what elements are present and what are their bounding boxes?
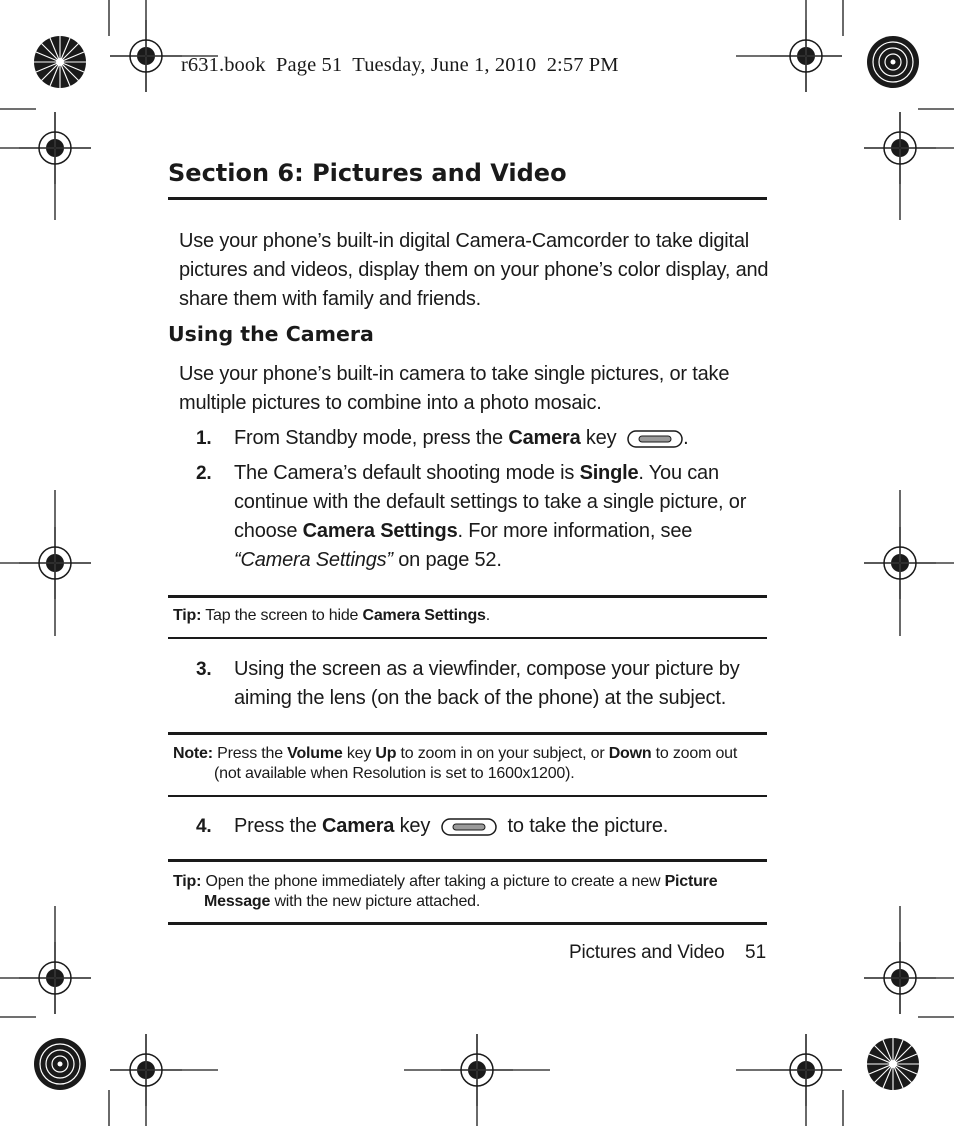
tip-bold: Message [204,893,271,910]
step-text-part: . For more information, see [457,520,693,542]
step-text-part: key [580,427,617,449]
note-text: Press the [212,745,288,762]
tip2-rule-bottom [168,922,767,925]
step-text-part: on page 52. [392,549,502,571]
tip-1 [173,606,763,626]
tip-text-line2 [173,892,763,912]
intro-paragraph: Use your phone’s built-in digital Camera-Camcorder to take digital pictures and videos, display them on your phone’s color display, and share them with family and friends. [179,230,769,310]
step-number: 1. [196,428,212,449]
step-number: 4. [196,816,212,837]
tip-text: . [485,607,491,624]
step-number: 2. [196,463,212,484]
note-text: key [342,745,376,762]
tip2-rule-top [168,859,767,862]
print-header: r631.book Page 51 Tuesday, June 1, 2010 2:57 PM [181,54,619,76]
mode-name: Single [579,462,639,484]
camera-key-icon [441,817,497,837]
step-text-part: . You can continue with the default settings to take a single picture, or choose [234,462,747,542]
camera-settings-name: Camera Settings [302,520,458,542]
step-text-part: . [683,427,689,449]
tip-text: Tap the screen to hide [201,607,363,624]
step-text-part: Press the [234,815,323,837]
note-bold: Down [608,745,652,762]
camera-key-icon [627,429,683,449]
step-text-part: key [394,815,431,837]
cross-reference-link[interactable]: “Camera Settings” [234,549,393,571]
using-camera-heading: Using the Camera [168,322,374,346]
step-text [234,424,770,453]
note-text: to zoom out [651,745,738,762]
note-bold: Up [375,745,397,762]
step-text-part: The Camera’s default shooting mode is [234,462,580,484]
camera-key-name: Camera [322,815,395,837]
note-text-line2: (not available when Resolution is set to 1600x1200). [214,765,575,782]
note-1 [173,744,763,784]
footer-section-label: Pictures and Video [569,942,725,963]
tip-label: Tip: [173,873,202,890]
title-rule [168,197,767,200]
page-number: 51 [745,942,767,963]
note-rule-top [168,732,767,735]
step-text-part: to take the picture. [502,815,669,837]
tip-label: Tip: [173,607,202,624]
note-rule-bottom [168,795,767,797]
tip-text: with the new picture attached. [270,893,481,910]
step-text [234,812,770,841]
tip-rule-top [168,595,767,598]
note-text: to zoom in on your subject, or [396,745,609,762]
tip-bold: Camera Settings [362,607,486,624]
tip-text: Open the phone immediately after taking a picture to create a new [201,873,665,890]
step-text: Using the screen as a viewfinder, compose your picture by aiming the lens (on the back of the phone) at the subject. [234,658,740,709]
tip-bold: Picture [664,873,718,890]
tip-rule-bottom [168,637,767,639]
step-number: 3. [196,659,212,680]
camera-key-name: Camera [508,427,581,449]
step-text-part: From Standby mode, press the [234,427,509,449]
section-title: Section 6: Pictures and Video [168,159,567,187]
note-label: Note: [173,745,213,762]
using-camera-paragraph: Use your phone’s built-in camera to take single pictures, or take multiple pictures to combine into a photo mosaic. [179,363,730,414]
note-bold: Volume [287,745,343,762]
step-text [234,459,770,575]
tip-2 [173,872,763,912]
